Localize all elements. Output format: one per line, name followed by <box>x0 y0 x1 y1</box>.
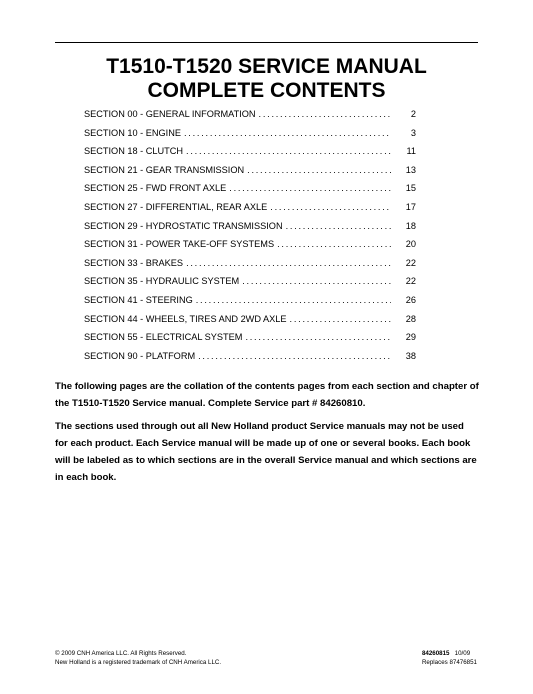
toc-leader <box>259 109 391 119</box>
toc-label: SECTION 10 - ENGINE <box>84 127 181 138</box>
toc-label: SECTION 18 - CLUTCH <box>84 146 184 157</box>
toc-page: 3 <box>410 127 416 138</box>
toc-page: 18 <box>405 220 416 231</box>
page-title-line-2: COMPLETE CONTENTS <box>147 79 386 102</box>
toc-row[interactable] <box>84 128 416 147</box>
toc-leader <box>286 221 391 231</box>
top-rule <box>55 42 478 43</box>
toc-row[interactable] <box>84 276 416 295</box>
part-number: 84260815 <box>421 650 450 657</box>
toc-page: 11 <box>406 146 416 157</box>
toc-page: 26 <box>405 294 416 305</box>
toc-label: SECTION 00 - GENERAL INFORMATION <box>84 109 256 119</box>
toc-row[interactable] <box>84 109 416 128</box>
toc-leader <box>186 146 391 156</box>
footer-legal <box>55 649 221 667</box>
toc-label: SECTION 29 - HYDROSTATIC TRANSMISSION <box>84 220 283 231</box>
toc-page: 28 <box>405 313 416 324</box>
toc-leader <box>229 183 391 193</box>
toc-label: SECTION 33 - BRAKES <box>84 257 184 268</box>
toc-label: SECTION 21 - GEAR TRANSMISSION <box>84 164 245 175</box>
toc-label: SECTION 90 - PLATFORM <box>84 350 196 361</box>
toc-row[interactable] <box>84 183 416 202</box>
toc-page: 15 <box>405 183 416 194</box>
toc-label: SECTION 55 - ELECTRICAL SYSTEM <box>84 332 243 343</box>
toc-page: 29 <box>405 332 416 343</box>
copyright-text: © 2009 CNH America LLC. All Rights Reserved. <box>55 650 187 657</box>
toc-leader <box>290 314 391 324</box>
toc-row[interactable] <box>84 202 416 221</box>
toc-leader <box>196 295 391 305</box>
toc-row[interactable] <box>84 332 416 351</box>
table-of-contents <box>84 109 416 369</box>
revision-date: 10/09 <box>454 650 471 657</box>
toc-label: SECTION 31 - POWER TAKE-OFF SYSTEMS <box>84 239 275 250</box>
toc-page: 22 <box>405 257 416 268</box>
toc-row[interactable] <box>84 314 416 333</box>
toc-leader <box>277 239 391 249</box>
toc-leader <box>245 332 391 342</box>
toc-row[interactable] <box>84 239 416 258</box>
toc-page: 13 <box>405 164 416 175</box>
toc-row[interactable] <box>84 295 416 314</box>
toc-leader <box>270 202 391 212</box>
trademark-text: New Holland is a registered trademark of CNH America LLC. <box>55 659 222 666</box>
toc-label: SECTION 27 - DIFFERENTIAL, REAR AXLE <box>84 201 268 212</box>
toc-leader <box>184 128 391 138</box>
toc-row[interactable] <box>84 221 416 240</box>
toc-label: SECTION 25 - FWD FRONT AXLE <box>84 183 227 194</box>
toc-leader <box>186 258 391 268</box>
toc-row[interactable] <box>84 258 416 277</box>
toc-row[interactable] <box>84 351 416 370</box>
intro-paragraph: The following pages are the collation of the contents pages from each section and chapter of the T1510-T1520 Service manual. Complete Service part # 84260810. <box>55 381 479 409</box>
toc-label: SECTION 35 - HYDRAULIC SYSTEM <box>84 276 240 287</box>
toc-page: 17 <box>405 201 416 212</box>
toc-leader <box>242 276 391 286</box>
toc-page: 38 <box>405 350 416 361</box>
toc-row[interactable] <box>84 146 416 165</box>
page-title-line-1: T1510-T1520 SERVICE MANUAL <box>106 55 427 78</box>
toc-page: 22 <box>405 276 416 287</box>
footer-part-info <box>422 649 477 667</box>
toc-page: 2 <box>410 109 416 119</box>
toc-page: 20 <box>405 239 416 250</box>
toc-row[interactable] <box>84 165 416 184</box>
toc-label: SECTION 41 - STEERING <box>84 294 193 305</box>
toc-leader <box>247 165 391 175</box>
replaces-text: Replaces 87476851 <box>421 659 477 666</box>
sections-paragraph: The sections used through out all New Holland product Service manuals may not be used for each product. Each Service manual will be made up of one or several books. Each book will be labeled as to which sections are in the overall Service manual and which sections are in each book. <box>55 421 477 483</box>
toc-leader <box>198 351 391 361</box>
toc-label: SECTION 44 - WHEELS, TIRES AND 2WD AXLE <box>84 313 287 324</box>
